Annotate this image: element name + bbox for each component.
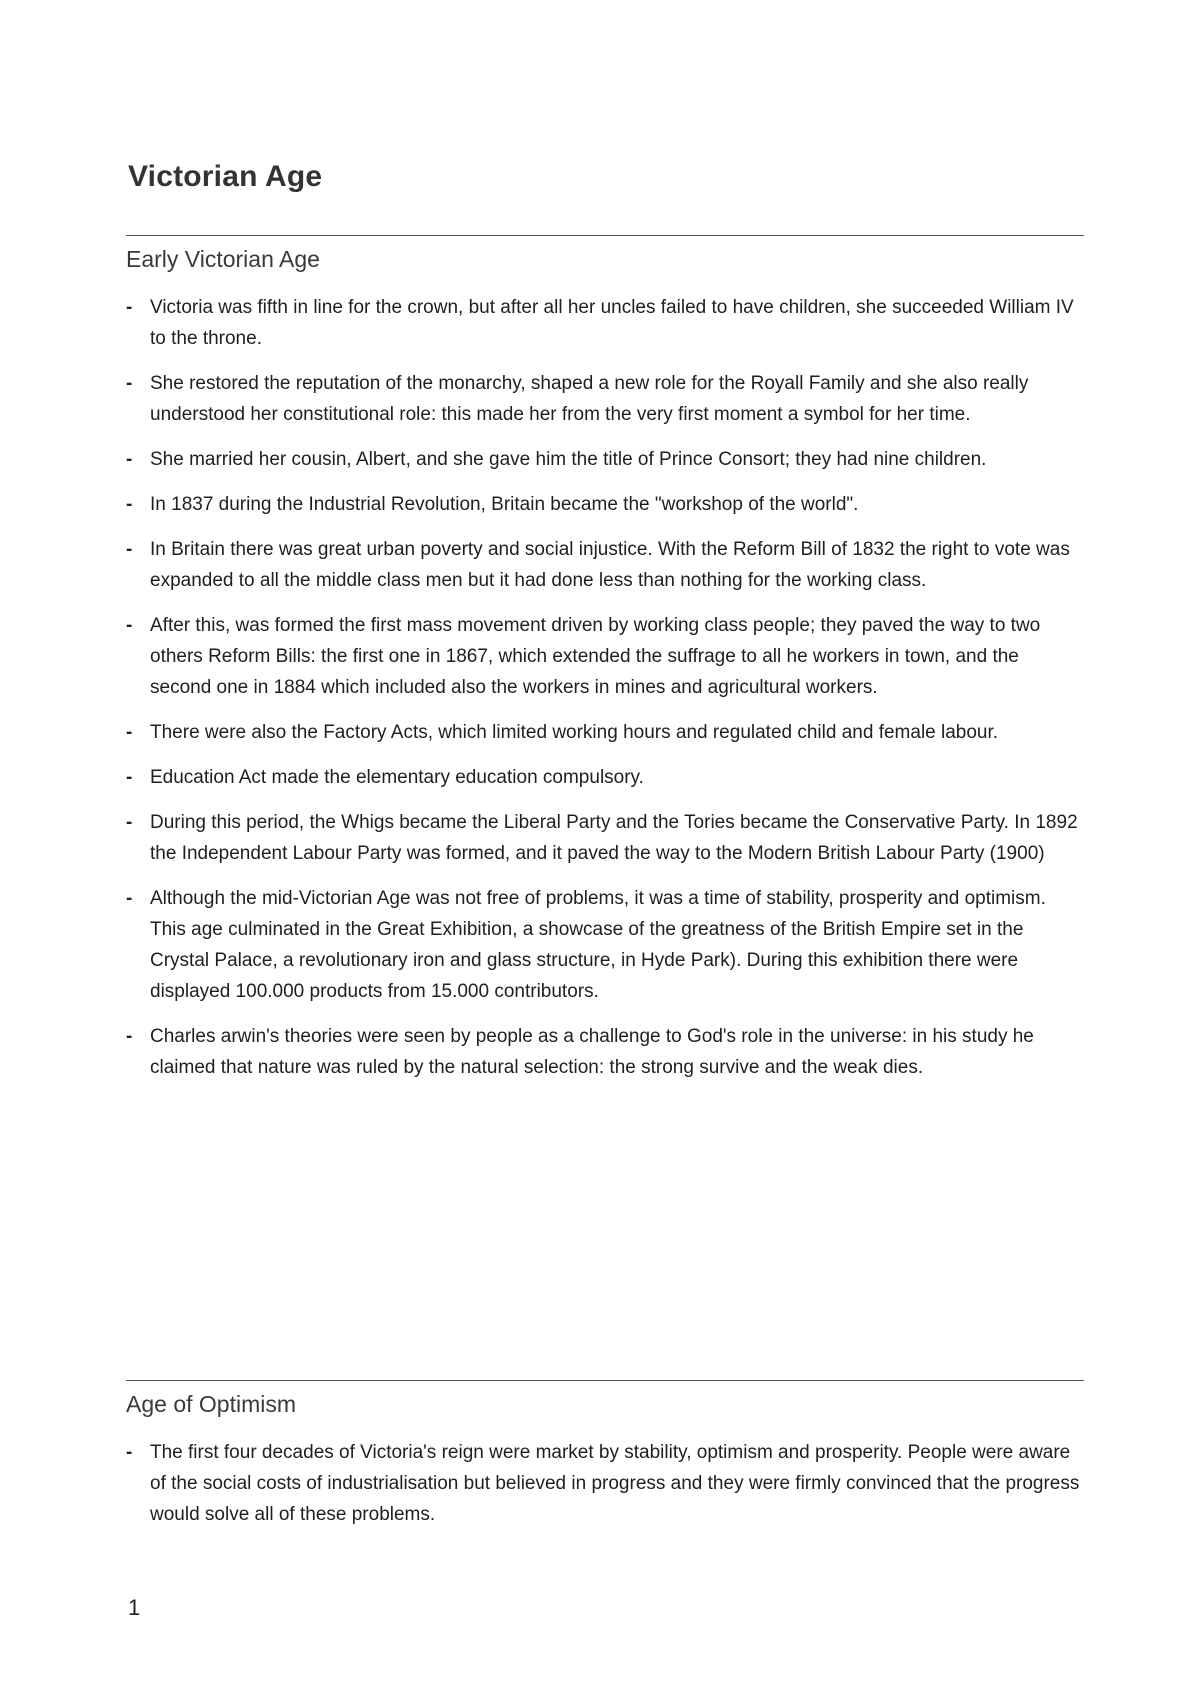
dash-bullet-icon: - [126,812,133,833]
section-heading: Early Victorian Age [126,246,320,272]
list-item [126,368,1084,430]
bullet-list-age-of-optimism [126,1437,1084,1530]
list-item-text: She restored the reputation of the monarchy, shaped a new role for the Royall Family and she also really understood her constitutional role: this made her from the very first moment a symbol for her time. [150,373,1029,425]
section-early-victorian-age [126,235,1084,272]
dash-bullet-icon: - [126,615,133,636]
list-item [126,762,1084,793]
dash-bullet-icon: - [126,722,133,743]
dash-bullet-icon: - [126,494,133,515]
list-item-text: Charles arwin's theories were seen by people as a challenge to God's role in the universe: in his study he claimed that nature was ruled by the natural selection: the strong survive and the weak dies. [150,1026,1034,1078]
list-item-text: During this period, the Whigs became the Liberal Party and the Tories became the Conservative Party. In 1892 the Independent Labour Party was formed, and it paved the way to the Modern British Labour Party (1900) [150,812,1078,864]
section-heading: Age of Optimism [126,1391,296,1417]
section-divider [126,235,1084,236]
list-item [126,292,1084,354]
dash-bullet-icon: - [126,767,133,788]
list-item-text: In Britain there was great urban poverty and social injustice. With the Reform Bill of 1832 the right to vote was expanded to all the middle class men but it had done less than nothing for the working class. [150,539,1070,591]
list-item [126,883,1084,1007]
dash-bullet-icon: - [126,449,133,470]
list-item [126,534,1084,596]
bullet-list-early-victorian [126,292,1084,1083]
section-age-of-optimism [126,1380,1084,1417]
list-item-text: After this, was formed the first mass movement driven by working class people; they paved the way to two others Reform Bills: the first one in 1867, which extended the suffrage to all he workers in town, and the second one in 1884 which included also the workers in mines and agricultural workers. [150,615,1041,698]
page-title: Victorian Age [128,160,323,193]
dash-bullet-icon: - [126,539,133,560]
dash-bullet-icon: - [126,373,133,394]
list-item [126,1437,1084,1530]
list-item-text: There were also the Factory Acts, which limited working hours and regulated child and female labour. [150,722,999,743]
list-item [126,807,1084,869]
list-item-text: Education Act made the elementary education compulsory. [150,767,644,788]
dash-bullet-icon: - [126,1026,133,1047]
list-item-text: Victoria was fifth in line for the crown, but after all her uncles failed to have children, she succeeded William IV to the throne. [150,297,1074,349]
page-number: 1 [128,1595,141,1620]
dash-bullet-icon: - [126,1442,133,1463]
list-item [126,489,1084,520]
dash-bullet-icon: - [126,888,133,909]
list-item [126,444,1084,475]
list-item-text: She married her cousin, Albert, and she gave him the title of Prince Consort; they had nine children. [150,449,987,470]
list-item [126,1021,1084,1083]
dash-bullet-icon: - [126,297,133,318]
list-item-text: The first four decades of Victoria's reign were market by stability, optimism and prosperity. People were aware of the social costs of industrialisation but believed in progress and they were firmly convinced that the progress would solve all of these problems. [150,1442,1080,1525]
list-item-text: Although the mid-Victorian Age was not free of problems, it was a time of stability, prosperity and optimism. This age culminated in the Great Exhibition, a showcase of the greatness of the British Empire set in the Crystal Palace, a revolutionary iron and glass structure, in Hyde Park). During this exhibition there were displayed 100.000 products from 15.000 contributors. [150,888,1046,1002]
section-divider [126,1380,1084,1381]
list-item-text: In 1837 during the Industrial Revolution, Britain became the "workshop of the world". [150,494,859,515]
list-item [126,610,1084,703]
list-item [126,717,1084,748]
